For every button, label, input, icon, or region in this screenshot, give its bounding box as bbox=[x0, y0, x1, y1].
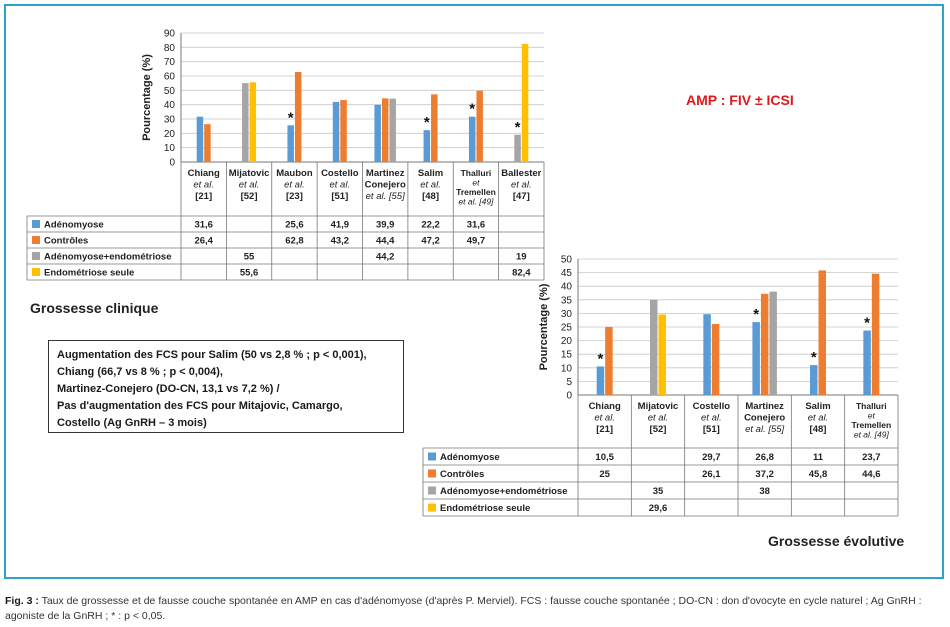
significance-marker: * bbox=[597, 350, 604, 368]
data-label: 44,4 bbox=[375, 235, 395, 247]
significance-marker: * bbox=[469, 100, 476, 118]
legend-swatch bbox=[428, 470, 436, 478]
data-label: 26,8 bbox=[755, 452, 774, 463]
data-label: 23,7 bbox=[862, 452, 881, 463]
category-label: Thalluri bbox=[855, 401, 887, 411]
y-tick-label: 15 bbox=[560, 349, 572, 361]
y-tick-label: 60 bbox=[163, 71, 175, 83]
legend-swatch bbox=[428, 453, 436, 461]
category-label: et al. bbox=[420, 179, 441, 191]
y-tick-label: 30 bbox=[163, 114, 175, 126]
note-line: Pas d'augmentation des FCS pour Mitajovic, Camargo, bbox=[57, 400, 343, 412]
bar bbox=[659, 314, 667, 395]
data-label: 45,8 bbox=[808, 469, 828, 480]
significance-marker: * bbox=[864, 314, 871, 332]
category-label: [52] bbox=[240, 191, 258, 202]
note-line: Costello (Ag GnRH – 3 mois) bbox=[57, 417, 207, 429]
data-label: 31,6 bbox=[466, 219, 486, 231]
category-label: Chiang bbox=[588, 401, 621, 412]
data-label: 44,6 bbox=[862, 469, 881, 480]
caption-label: Fig. 3 : bbox=[5, 595, 39, 607]
category-label: [48] bbox=[809, 424, 827, 435]
y-tick-label: 10 bbox=[163, 143, 175, 155]
category-label: Mijatovic bbox=[228, 168, 270, 179]
y-axis-label: Pourcentage (%) bbox=[538, 283, 550, 371]
category-label: Salim bbox=[805, 401, 831, 412]
category-label: et bbox=[867, 410, 875, 421]
note-box bbox=[48, 340, 404, 433]
legend-swatch bbox=[428, 487, 436, 495]
category-label: [51] bbox=[702, 424, 720, 435]
category-label: et al. bbox=[238, 179, 260, 191]
legend-label: Adénomyose bbox=[440, 452, 500, 463]
legend-label: Endométriose seule bbox=[44, 267, 135, 279]
data-label: 43,2 bbox=[330, 235, 350, 247]
data-label: 37,2 bbox=[755, 469, 774, 480]
category-label: [52] bbox=[649, 424, 667, 435]
data-label: 10,5 bbox=[595, 452, 614, 463]
bar bbox=[810, 365, 818, 395]
data-label: 55,6 bbox=[239, 267, 259, 279]
category-label: [23] bbox=[285, 191, 303, 202]
y-tick-label: 50 bbox=[560, 254, 572, 266]
y-tick-label: 20 bbox=[163, 128, 175, 140]
bar bbox=[703, 314, 711, 395]
data-label: 31,6 bbox=[194, 219, 213, 231]
category-label: et al. bbox=[284, 179, 305, 191]
significance-marker: * bbox=[287, 109, 294, 127]
chart1-section-title: Grossesse clinique bbox=[30, 300, 159, 316]
category-label: Maubon bbox=[276, 168, 313, 179]
bar bbox=[819, 270, 827, 395]
bar bbox=[712, 324, 720, 395]
y-tick-label: 40 bbox=[560, 281, 572, 293]
significance-marker: * bbox=[423, 114, 430, 132]
category-label: Tremellen bbox=[851, 420, 892, 430]
legend-label: Contrôles bbox=[440, 469, 485, 480]
data-label: 47,2 bbox=[421, 235, 440, 247]
data-label: 41,9 bbox=[330, 219, 350, 231]
category-label: Tremellen bbox=[456, 187, 496, 197]
y-tick-label: 0 bbox=[566, 390, 572, 402]
category-label: Martinez bbox=[745, 401, 784, 412]
category-label: Mijatovic bbox=[637, 401, 679, 412]
category-label: Conejero bbox=[364, 179, 406, 191]
legend-label: Adénomyose+endométriose bbox=[44, 251, 172, 263]
note-line: Augmentation des FCS pour Salim (50 vs 2,8 % ; p < 0,001), bbox=[57, 349, 367, 361]
y-tick-label: 90 bbox=[163, 28, 175, 40]
category-label: et al. bbox=[511, 179, 532, 191]
data-label: 22,2 bbox=[421, 219, 440, 231]
data-label: 19 bbox=[516, 251, 527, 263]
data-label: 62,8 bbox=[285, 235, 304, 247]
bar bbox=[597, 366, 605, 395]
y-tick-label: 20 bbox=[560, 336, 572, 348]
category-label: et bbox=[472, 177, 480, 188]
bar bbox=[769, 292, 777, 395]
category-label: Martinez bbox=[365, 168, 405, 179]
category-label: et al. bbox=[329, 179, 351, 191]
y-axis-label: Pourcentage (%) bbox=[141, 54, 153, 141]
category-label: [48] bbox=[422, 191, 440, 202]
legend-label: Adénomyose+endométriose bbox=[440, 486, 568, 497]
y-tick-label: 10 bbox=[560, 363, 572, 375]
data-label: 29,6 bbox=[648, 503, 668, 514]
data-label: 26,4 bbox=[194, 235, 213, 247]
amp-label: AMP : FIV ± ICSI bbox=[686, 92, 794, 108]
legend-label: Contrôles bbox=[44, 235, 89, 247]
category-label: [47] bbox=[512, 191, 530, 202]
category-label: Ballester bbox=[501, 168, 542, 179]
category-label: et al. bbox=[193, 179, 214, 191]
y-tick-label: 50 bbox=[163, 85, 175, 97]
bar bbox=[650, 300, 658, 395]
y-tick-label: 25 bbox=[560, 322, 572, 334]
data-label: 25 bbox=[599, 469, 610, 480]
category-label: et al. [55] bbox=[365, 191, 405, 202]
category-label: Costello bbox=[321, 168, 359, 179]
data-label: 49,7 bbox=[466, 235, 486, 247]
category-label: Costello bbox=[692, 401, 731, 412]
category-label: et al. [49] bbox=[853, 429, 889, 440]
data-label: 35 bbox=[652, 486, 664, 497]
data-label: 26,1 bbox=[702, 469, 721, 480]
category-label: [21] bbox=[195, 191, 213, 202]
category-label: et al. [55] bbox=[745, 424, 785, 435]
chart2-section-title: Grossesse évolutive bbox=[768, 533, 905, 549]
category-label: et al. bbox=[647, 412, 669, 424]
caption-text: Taux de grossesse et de fausse couche spontanée en AMP en cas d'adénomyose (d'après P. Merviel). FCS : fausse couche spontanée ; DO-CN : don d'ovocyte en cycle naturel ; Ag GnRH : agoniste de la GnRH ; * : p < 0,05. bbox=[5, 595, 922, 622]
data-label: 44,2 bbox=[375, 251, 395, 263]
category-label: Chiang bbox=[187, 168, 220, 179]
y-tick-label: 5 bbox=[566, 376, 572, 388]
y-tick-label: 40 bbox=[163, 100, 175, 112]
data-label: 25,6 bbox=[285, 219, 304, 231]
category-label: [21] bbox=[596, 424, 614, 435]
data-label: 82,4 bbox=[512, 267, 531, 279]
figure-caption bbox=[5, 594, 947, 624]
y-tick-label: 80 bbox=[163, 42, 175, 54]
data-label: 55 bbox=[243, 251, 255, 263]
y-tick-label: 30 bbox=[560, 308, 572, 320]
category-label: et al. bbox=[701, 412, 722, 424]
bar bbox=[752, 322, 760, 395]
category-label: et al. bbox=[594, 412, 615, 424]
data-label: 38 bbox=[759, 486, 770, 497]
category-label: Conejero bbox=[744, 412, 786, 424]
note-line: Martinez-Conejero (DO-CN, 13,1 vs 7,2 %) / bbox=[57, 383, 280, 395]
bar bbox=[863, 331, 871, 395]
y-tick-label: 45 bbox=[560, 268, 572, 280]
legend-label: Endométriose seule bbox=[440, 503, 531, 514]
bar bbox=[605, 327, 613, 395]
category-label: Salim bbox=[417, 168, 444, 179]
category-label: [51] bbox=[331, 191, 349, 202]
legend-label: Adénomyose bbox=[44, 219, 104, 231]
data-label: 29,7 bbox=[702, 452, 721, 463]
significance-marker: * bbox=[753, 306, 760, 324]
legend-swatch bbox=[428, 504, 436, 512]
note-line: Chiang (66,7 vs 8 % ; p < 0,004), bbox=[57, 366, 223, 378]
category-label: Thalluri bbox=[460, 168, 492, 178]
y-tick-label: 70 bbox=[163, 57, 175, 69]
category-label: et al. bbox=[807, 412, 829, 424]
bar bbox=[761, 294, 769, 395]
category-label: et al. [49] bbox=[458, 196, 494, 207]
data-label: 39,9 bbox=[375, 219, 395, 231]
y-tick-label: 0 bbox=[169, 157, 175, 169]
significance-marker: * bbox=[810, 349, 817, 367]
y-tick-label: 35 bbox=[560, 295, 572, 307]
data-label: 11 bbox=[812, 452, 824, 463]
bar bbox=[872, 274, 880, 395]
significance-marker: * bbox=[514, 118, 521, 136]
